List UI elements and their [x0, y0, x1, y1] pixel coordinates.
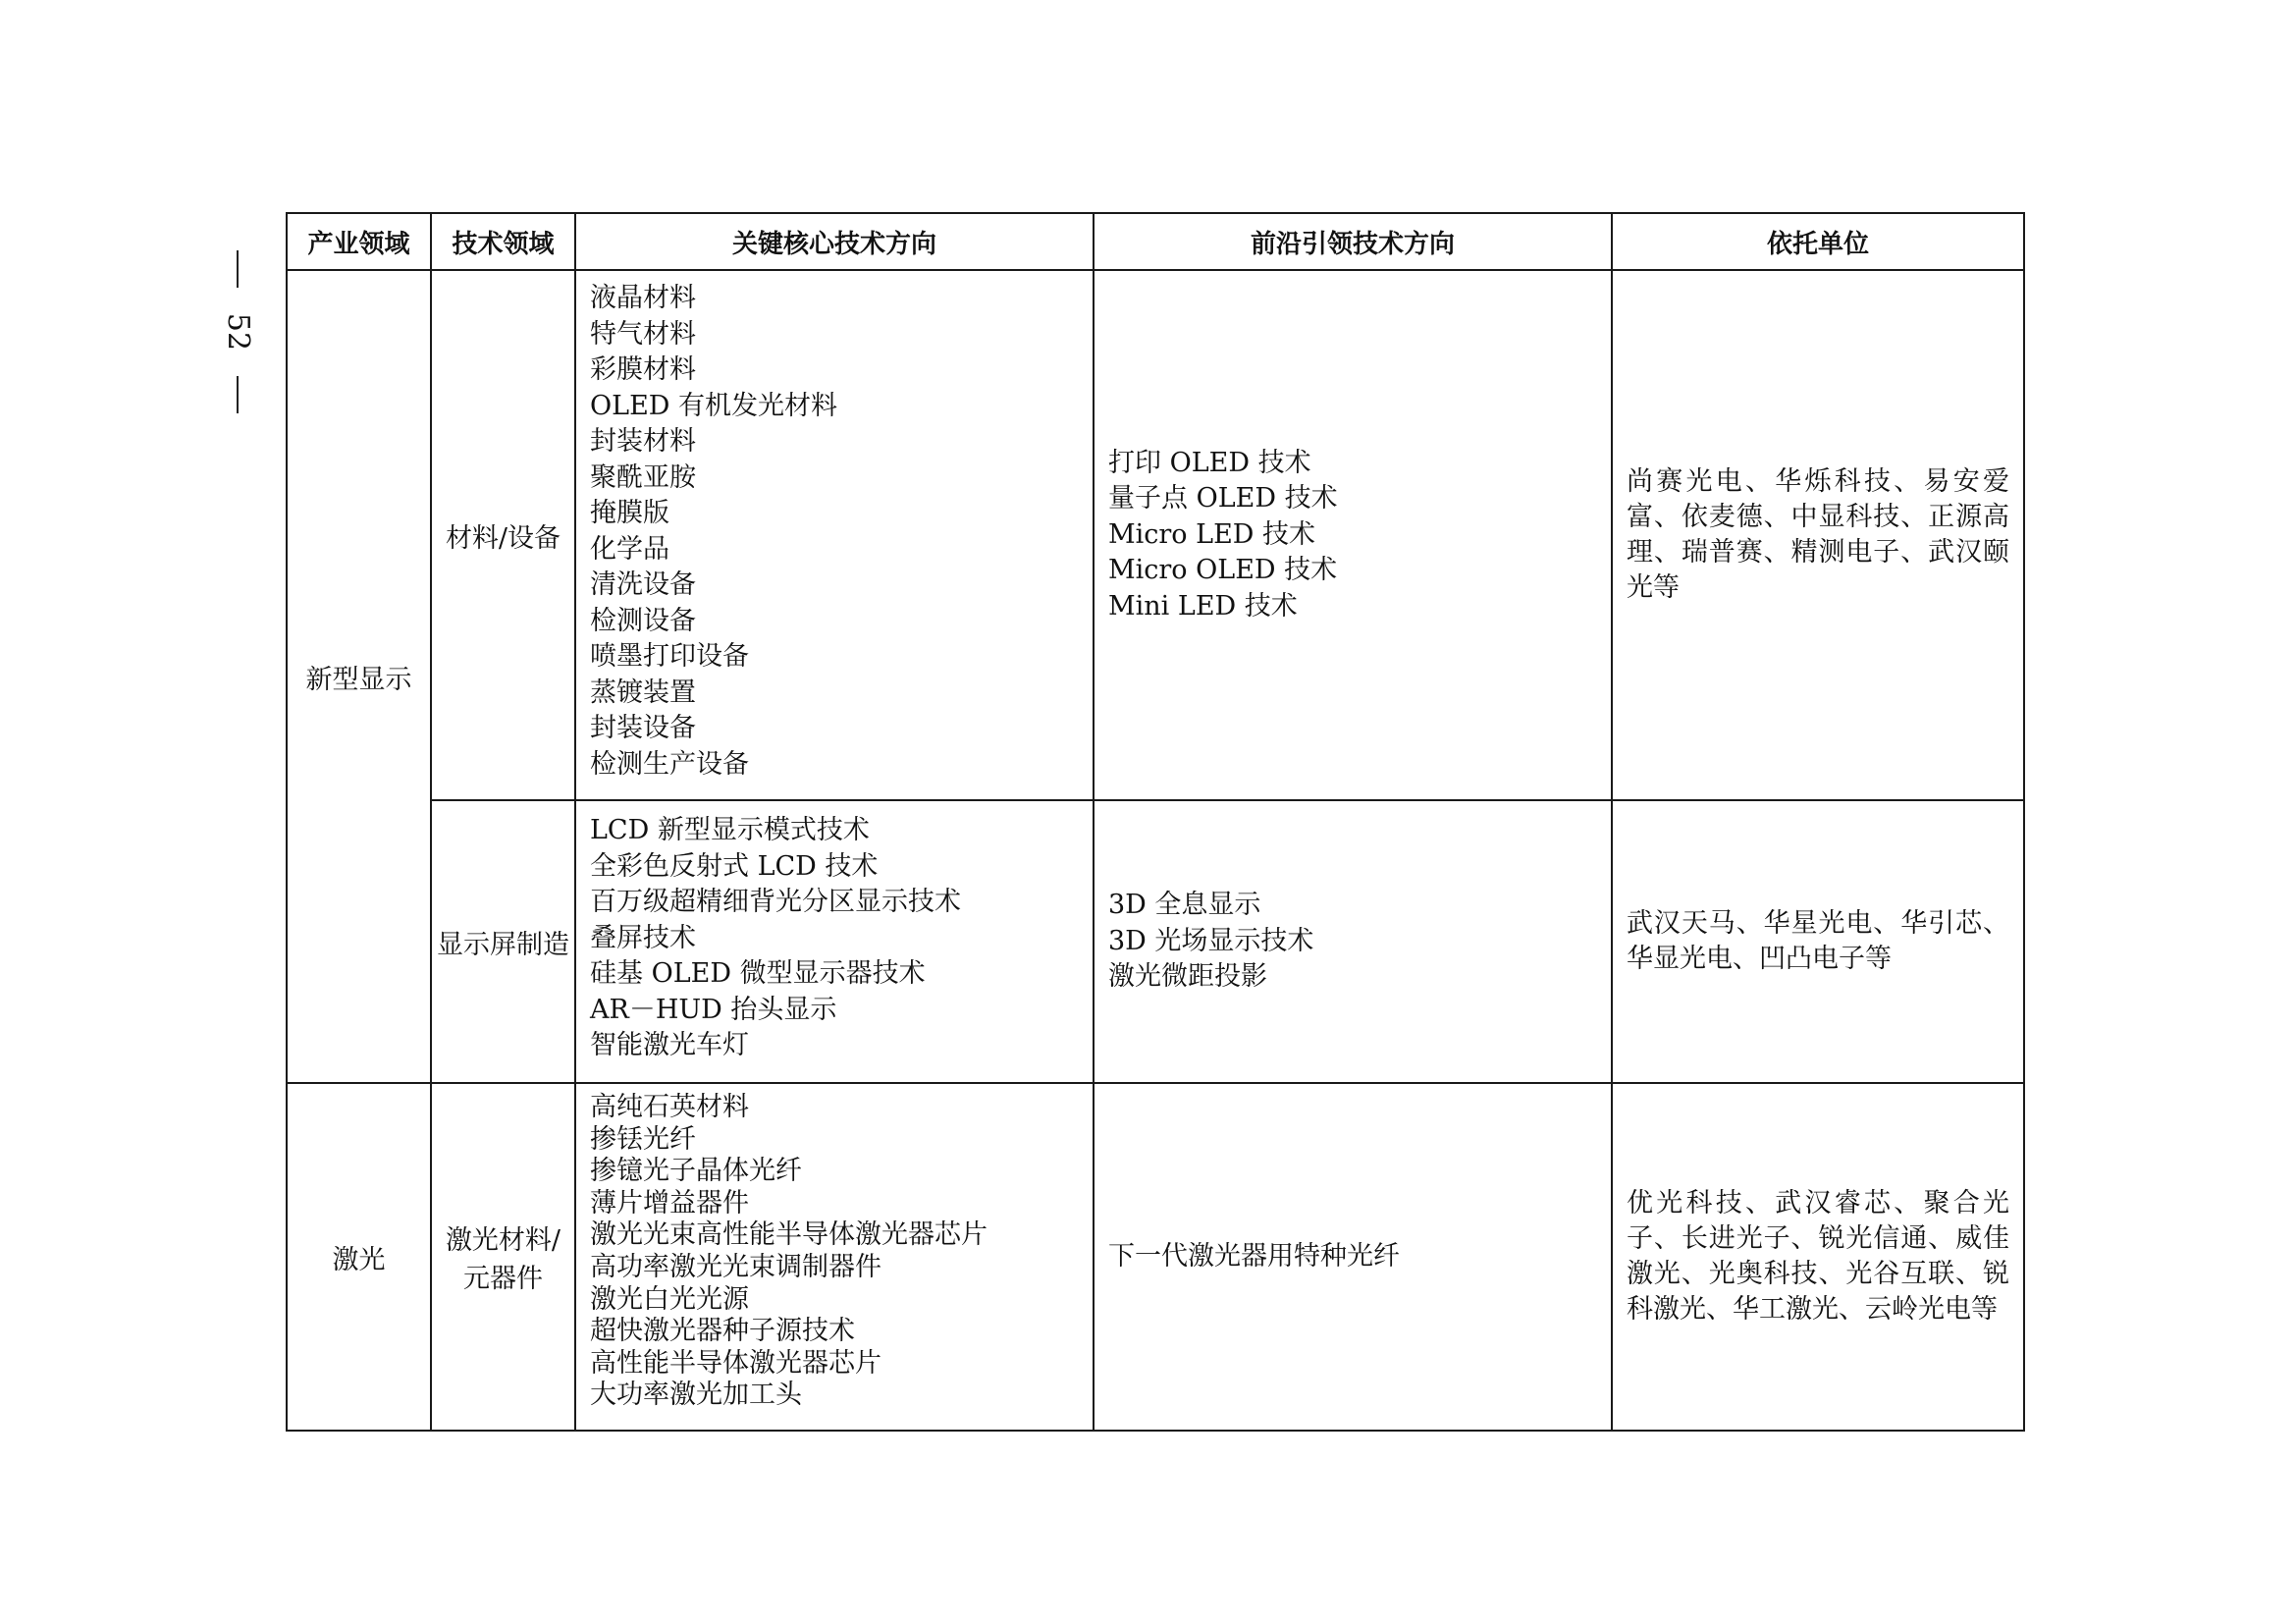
tech-field-line: 激光材料/	[445, 1225, 561, 1256]
list-item: 蒸镀装置	[590, 677, 696, 708]
list-item: 封装材料	[590, 426, 696, 457]
tech-field-line: 元器件	[463, 1264, 543, 1294]
units-cell: 尚赛光电、华烁科技、易安爱富、依麦德、中显科技、正源高理、瑞普赛、精测电子、武汉颐光等	[1612, 270, 2024, 800]
page-number: 52	[221, 312, 255, 352]
page-number-marker	[218, 250, 257, 413]
tech-field-cell: 材料/设备	[431, 270, 575, 800]
list-item: AR－HUD 抬头显示	[590, 994, 837, 1025]
tech-field-cell: 显示屏制造	[431, 800, 575, 1083]
list-item: 激光白光光源	[590, 1283, 749, 1315]
table-row	[287, 1083, 2024, 1431]
core-tech-cell	[575, 270, 1094, 800]
core-tech-list	[590, 813, 1083, 1064]
list-item: 高功率激光光束调制器件	[590, 1251, 881, 1282]
list-item: 叠屏技术	[590, 922, 696, 953]
header-industry: 产业领域	[287, 213, 431, 270]
list-item: 高纯石英材料	[590, 1092, 749, 1122]
list-item: 百万级超精细背光分区显示技术	[590, 887, 961, 917]
list-item: 检测设备	[590, 605, 696, 636]
list-item: 喷墨打印设备	[590, 641, 749, 672]
list-item: 全彩色反射式 LCD 技术	[590, 850, 879, 882]
core-tech-cell	[575, 1083, 1094, 1431]
units-cell: 优光科技、武汉睿芯、聚合光子、长进光子、锐光信通、威佳激光、光奥科技、光谷互联、锐科激光、华工激光、云岭光电等	[1612, 1083, 2024, 1431]
list-item: 高性能半导体激光器芯片	[590, 1347, 881, 1379]
list-item: 超快激光器种子源技术	[590, 1316, 855, 1347]
table-row	[287, 800, 2024, 1083]
list-item: LCD 新型显示模式技术	[590, 815, 870, 845]
list-item: Mini LED 技术	[1108, 590, 1298, 622]
list-item: 聚酰亚胺	[590, 461, 696, 493]
page-number-dash-top	[237, 250, 239, 288]
header-tech-field: 技术领域	[431, 213, 575, 270]
core-tech-list	[590, 281, 1083, 783]
table-row	[287, 270, 2024, 800]
list-item: 掺镱光子晶体光纤	[590, 1156, 802, 1187]
list-item: 量子点 OLED 技术	[1108, 483, 1338, 514]
list-item: 下一代激光器用特种光纤	[1108, 1240, 1400, 1272]
page-number-dash-bottom	[237, 376, 239, 413]
header-units: 依托单位	[1612, 213, 2024, 270]
list-item: 激光光束高性能半导体激光器芯片	[590, 1219, 988, 1251]
frontier-tech-list	[1108, 1239, 1601, 1275]
list-item: 化学品	[590, 533, 669, 565]
list-item: 硅基 OLED 微型显示器技术	[590, 958, 926, 989]
frontier-tech-cell	[1094, 1083, 1612, 1431]
list-item: 3D 全息显示	[1108, 890, 1261, 921]
technology-table	[286, 212, 2025, 1432]
list-item: OLED 有机发光材料	[590, 390, 838, 421]
industry-cell: 新型显示	[287, 270, 431, 1083]
units-cell: 武汉天马、华星光电、华引芯、华显光电、凹凸电子等	[1612, 800, 2024, 1083]
table-header-row	[287, 213, 2024, 270]
list-item: 清洗设备	[590, 569, 696, 600]
frontier-tech-list	[1108, 446, 1601, 625]
tech-field-cell	[431, 1083, 575, 1431]
list-item: 掺铥光纤	[590, 1123, 696, 1155]
list-item: 彩膜材料	[590, 354, 696, 385]
list-item: 智能激光车灯	[590, 1030, 749, 1060]
header-frontier-tech: 前沿引领技术方向	[1094, 213, 1612, 270]
list-item: Micro LED 技术	[1108, 518, 1316, 550]
frontier-tech-cell	[1094, 270, 1612, 800]
industry-cell: 激光	[287, 1083, 431, 1431]
list-item: 液晶材料	[590, 283, 696, 313]
core-tech-cell	[575, 800, 1094, 1083]
list-item: 封装设备	[590, 713, 696, 743]
list-item: 检测生产设备	[590, 748, 749, 780]
list-item: 掩膜版	[590, 498, 669, 528]
list-item: 特气材料	[590, 318, 696, 350]
list-item: 打印 OLED 技术	[1108, 447, 1311, 478]
list-item: 激光微距投影	[1108, 961, 1267, 993]
list-item: 大功率激光加工头	[590, 1380, 802, 1411]
core-tech-list	[590, 1092, 1083, 1412]
frontier-tech-cell	[1094, 800, 1612, 1083]
list-item: Micro OLED 技术	[1108, 555, 1338, 586]
header-core-tech: 关键核心技术方向	[575, 213, 1094, 270]
list-item: 3D 光场显示技术	[1108, 925, 1314, 956]
list-item: 薄片增益器件	[590, 1187, 749, 1218]
frontier-tech-list	[1108, 888, 1601, 996]
